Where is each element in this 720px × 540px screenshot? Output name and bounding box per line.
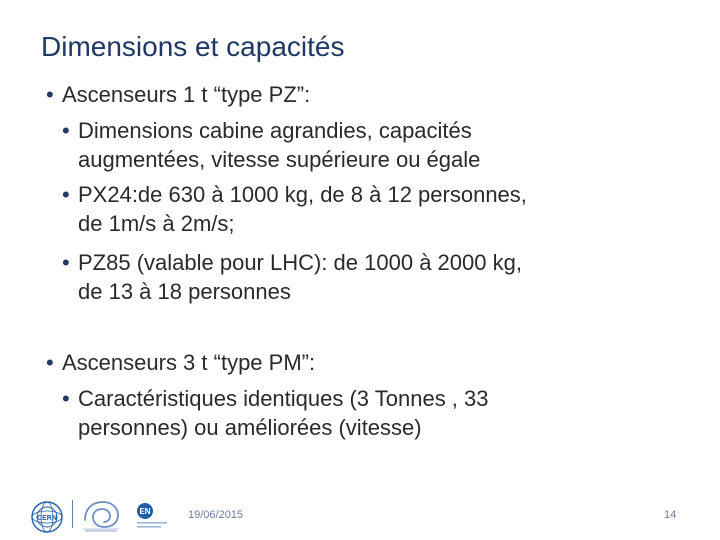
bullet-line: de 13 à 18 personnes <box>78 279 291 304</box>
bullet-line: Caractéristiques identiques (3 Tonnes , 33 <box>78 386 489 411</box>
page-number: 14 <box>664 509 677 521</box>
bullet-line: personnes) ou améliorées (vitesse) <box>78 415 422 440</box>
slide-footer <box>0 490 720 540</box>
footer-date: 19/06/2015 <box>188 509 244 521</box>
bullet-icon: • <box>62 118 70 143</box>
en-department-logo <box>134 500 174 532</box>
bullet-icon: • <box>46 82 54 107</box>
bullet-level2 <box>62 180 682 238</box>
slide-title: Dimensions et capacités <box>41 31 345 62</box>
cern-logo <box>30 500 64 534</box>
bullet-line: Dimensions cabine agrandies, capacités <box>78 118 472 143</box>
bullet-line: PX24:de 630 à 1000 kg, de 8 à 12 personnes, <box>78 182 527 207</box>
bullet-line: PZ85 (valable pour LHC): de 1000 à 2000 kg, <box>78 250 522 275</box>
bullet-heading: Ascenseurs 1 t “type PZ”: <box>62 82 311 107</box>
cern-60-anniversary-logo <box>79 496 123 534</box>
bullet-icon: • <box>62 386 70 411</box>
bullet-icon: • <box>62 250 70 275</box>
bullet-level2 <box>62 248 682 306</box>
bullet-line: augmentées, vitesse supérieure ou égale <box>78 147 481 172</box>
bullet-level2 <box>62 116 682 174</box>
logo-divider <box>72 500 73 528</box>
bullet-line: de 1m/s à 2m/s; <box>78 211 235 236</box>
bullet-icon: • <box>62 182 70 207</box>
svg-text:EN: EN <box>139 507 151 516</box>
svg-text:CERN: CERN <box>37 515 57 522</box>
bullet-level2 <box>62 384 682 442</box>
bullet-icon: • <box>46 350 54 375</box>
bullet-heading: Ascenseurs 3 t “type PM”: <box>62 350 316 375</box>
